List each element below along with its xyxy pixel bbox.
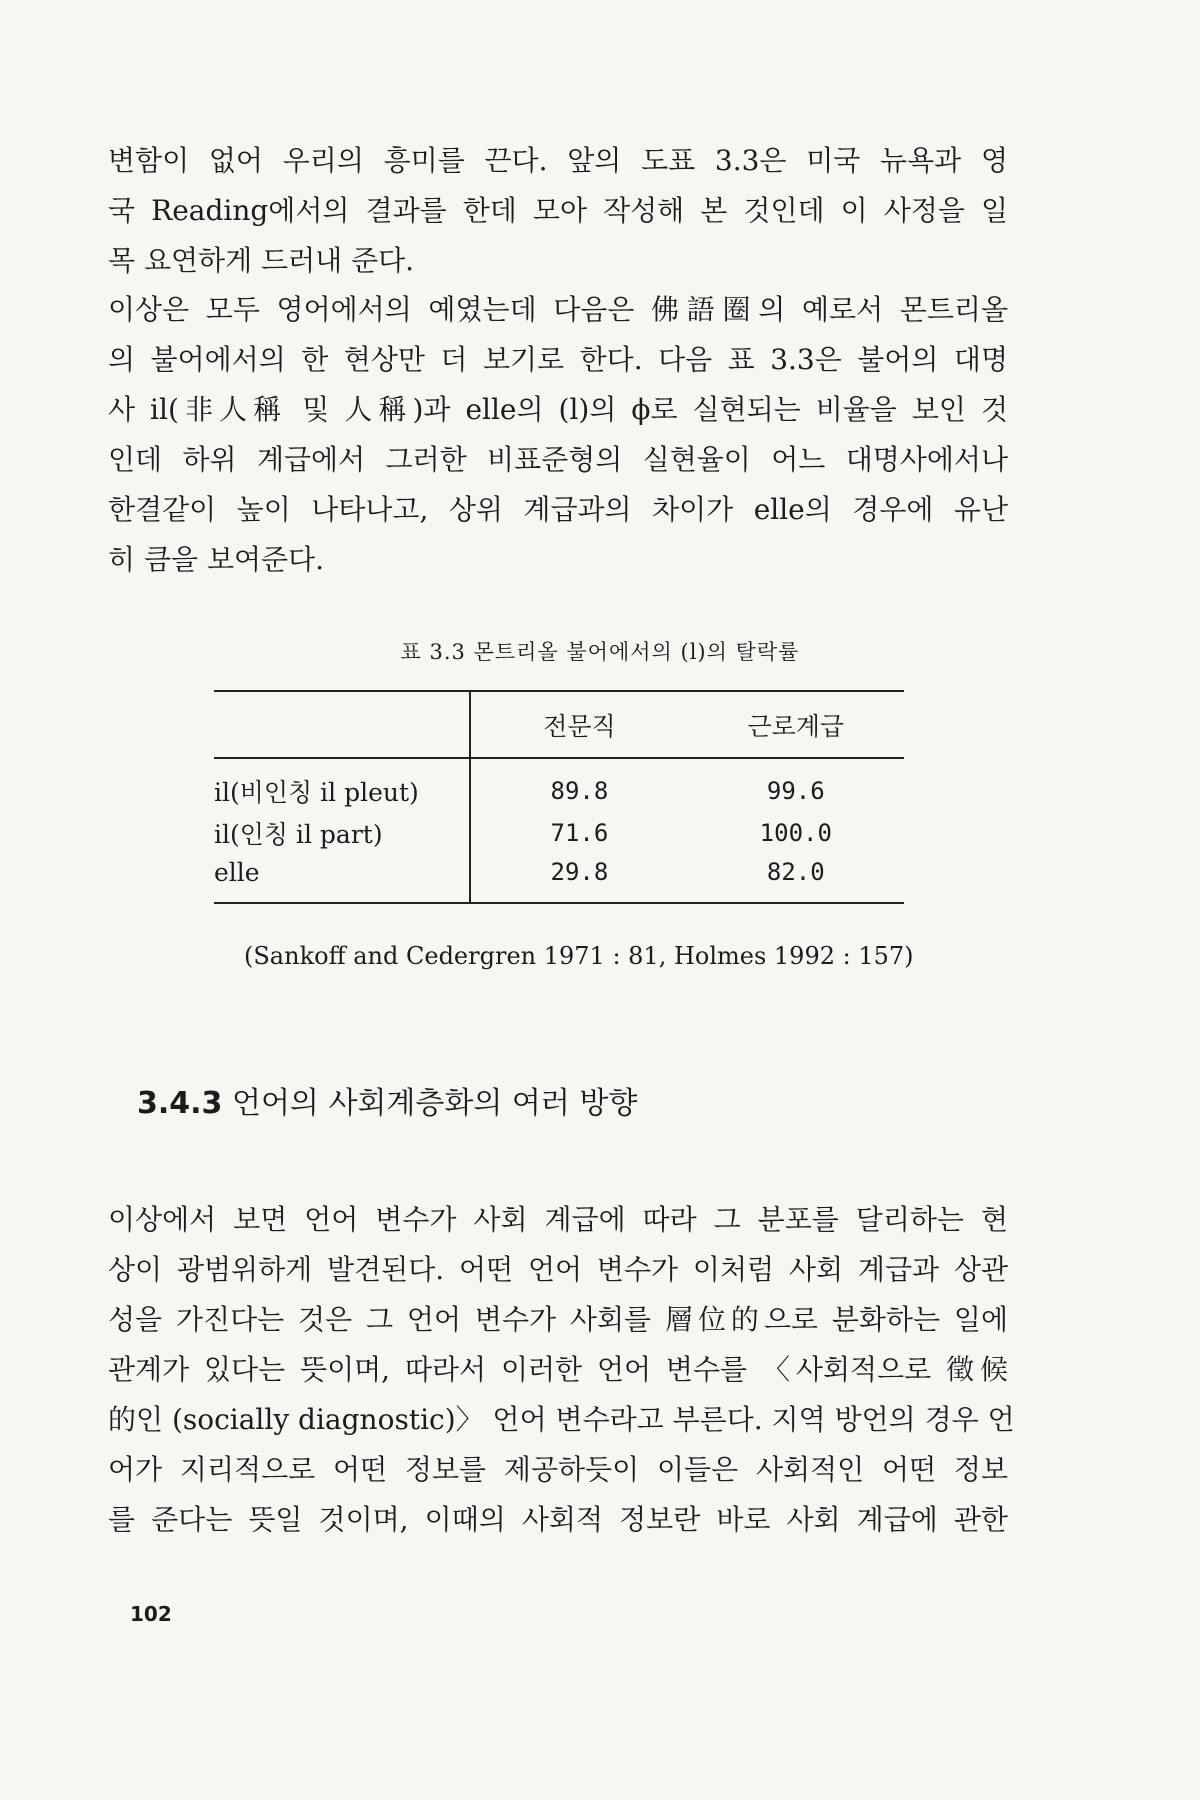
table-source-citation: (Sankoff and Cedergren 1971 : 81, Holmes 1992 : 157) — [244, 942, 914, 970]
text-line: 이상은 모두 영어에서의 예였는데 다음은 佛語圈의 예로서 몬트리올 — [108, 293, 1008, 326]
table-row — [214, 758, 904, 809]
text-line: 한결같이 높이 나타나고, 상위 계급과의 차이가 elle의 경우에 유난 — [108, 493, 1008, 526]
text-line: 히 큼을 보여준다. — [108, 543, 325, 576]
section-title: 언어의 사회계층화의 여러 방향 — [231, 1086, 638, 1121]
table-cell: 71.6 — [550, 818, 609, 847]
text-line: 변함이 없어 우리의 흥미를 끈다. 앞의 도표 3.3은 미국 뉴욕과 영 — [108, 144, 1008, 177]
text-line: 목 요연하게 드러내 준다. — [108, 244, 415, 277]
table-header-cell — [214, 691, 470, 758]
table-header-row — [214, 691, 904, 758]
table-cell: il(인칭 il part) — [214, 809, 470, 856]
text-line: 국 Reading에서의 결과를 한데 모아 작성해 본 것인데 이 사정을 일 — [108, 194, 1008, 227]
table-row — [214, 809, 904, 856]
section-heading — [137, 1078, 637, 1122]
table-header-cell: 근로계급 — [747, 711, 845, 741]
text-line: 이상에서 보면 언어 변수가 사회 계급에 따라 그 분포를 달리하는 현 — [108, 1203, 1008, 1236]
table-cell: 82.0 — [766, 858, 825, 886]
text-line: 의 불어에서의 한 현상만 더 보기로 한다. 다음 표 3.3은 불어의 대명 — [108, 343, 1008, 376]
table-caption: 표 3.3 몬트리올 불어에서의 (l)의 탈락률 — [400, 640, 800, 664]
text-line: 관계가 있다는 뜻이며, 따라서 이러한 언어 변수를 〈사회적으로 徵候 — [108, 1353, 1008, 1386]
text-line: 를 준다는 뜻일 것이며, 이때의 사회적 정보란 바로 사회 계급에 관한 — [108, 1503, 1008, 1536]
section-number: 3.4.3 — [137, 1086, 223, 1121]
table-cell: 29.8 — [550, 858, 609, 886]
text-line: 상이 광범위하게 발견된다. 어떤 언어 변수가 이처럼 사회 계급과 상관 — [108, 1253, 1008, 1286]
paragraph-1 — [108, 136, 1008, 286]
text-line: 사 il(非人稱 및 人稱)과 elle의 (l)의 ϕ로 실현되는 비율을 보인 것 — [108, 393, 1008, 426]
table-cell: elle — [214, 856, 470, 903]
table-row — [214, 856, 904, 903]
text-line: 인데 하위 계급에서 그러한 비표준형의 실현율이 어느 대명사에서나 — [108, 443, 1008, 476]
table-cell: 100.0 — [759, 818, 832, 847]
text-line: 어가 지리적으로 어떤 정보를 제공하듯이 이들은 사회적인 어떤 정보 — [108, 1453, 1008, 1486]
table-cell: 99.6 — [766, 777, 825, 805]
data-table — [214, 690, 904, 904]
table-cell: 89.8 — [550, 777, 609, 805]
page-number: 102 — [130, 1602, 172, 1626]
text-line: 的인 (socially diagnostic)〉 언어 변수라고 부른다. 지역 방언의 경우 언 — [108, 1403, 1015, 1436]
paragraph-3 — [108, 1195, 1015, 1545]
text-line: 성을 가진다는 것은 그 언어 변수가 사회를 層位的으로 분화하는 일에 — [108, 1303, 1008, 1336]
table-cell: il(비인칭 il pleut) — [214, 758, 470, 809]
table-header-cell: 전문직 — [543, 711, 616, 741]
paragraph-2 — [108, 285, 1008, 585]
